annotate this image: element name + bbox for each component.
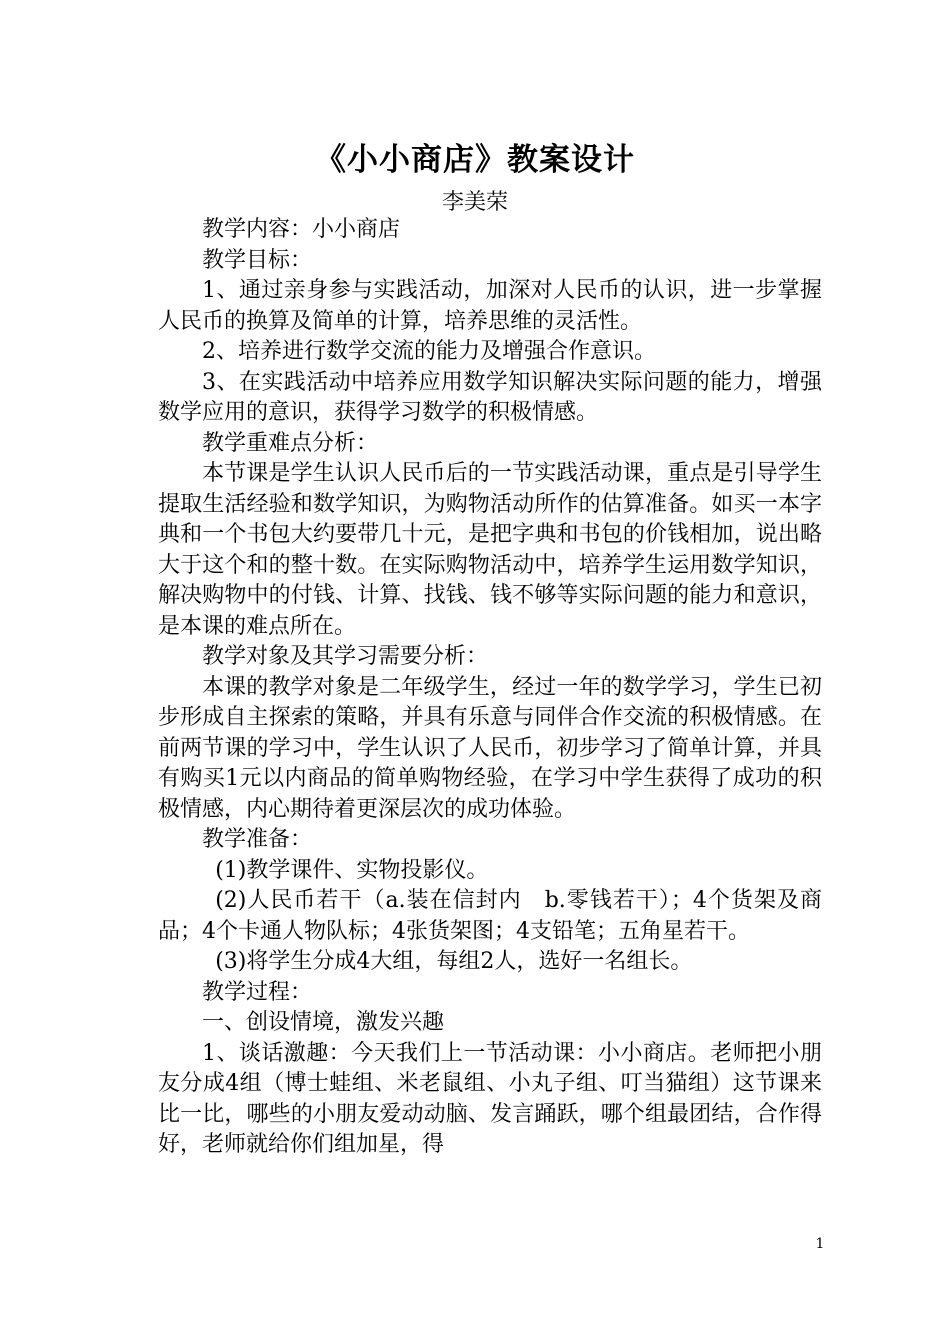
paragraph-prep-2: (2)人民币若干（a.装在信封内 b.零钱若干）；4个货架及商品；4个卡通人物队标；4张货架图；4支铅笔；五角星若干。 — [158, 888, 822, 944]
paragraph-process-heading: 教学过程： — [202, 979, 313, 1005]
paragraph-objective-1: 1、通过亲身参与实践活动，加深对人民币的认识，进一步掌握人民币的换算及简单的计算，培养思维的灵活性。 — [158, 278, 822, 334]
page-number: 1 — [815, 1236, 825, 1252]
paragraph-section-1: 一、创设情境，激发兴趣 — [202, 1010, 445, 1035]
paragraph-objective-3: 3、在实践活动中培养应用数学知识解决实际问题的能力，增强数学应用的意识，获得学习数学的积极情感。 — [158, 369, 822, 425]
paragraph-objective-2: 2、培养进行数学交流的能力及增强合作意识。 — [202, 339, 656, 364]
document-title: 《小小商店》教案设计 — [315, 142, 635, 178]
document-author: 李美荣 — [441, 190, 508, 215]
paragraph-analysis-heading: 教学重难点分析： — [202, 430, 379, 456]
paragraph-prep-3: (3)将学生分成4大组，每组2人，选好一名组长。 — [215, 949, 693, 974]
paragraph-objectives-heading: 教学目标： — [202, 247, 313, 273]
paragraph-analysis: 本节课是学生认识人民币后的一节实践活动课，重点是引导学生提取生活经验和数学知识，为购物活动所作的估算准备。如买一本字典和一个书包大约要带几十元，是把字典和书包的价钱相加，说出略大于这个和的整十数。在实际购物活动中，培养学生运用数学知识，解决购物中的付钱、计算、找钱、钱不够等实际问题的能力和意识，是本课的难点所在。 — [158, 461, 822, 639]
paragraph-content: 教学内容：小小商店 — [202, 217, 401, 242]
paragraph-prep-heading: 教学准备： — [202, 827, 313, 852]
paragraph-prep-1: (1)教学课件、实物投影仪。 — [215, 857, 489, 883]
document-body — [158, 215, 822, 1161]
paragraph-step-1: 1、谈话激趣：今天我们上一节活动课：小小商店。老师把小朋友分成4组（博士蛙组、米老鼠组、小丸子组、叮当猫组）这节课来比一比，哪些的小朋友爱动动脑、发言踊跃，哪个组最团结，合作得好，老师就给你们组加星，得 — [158, 1040, 822, 1157]
paragraph-audience: 本课的教学对象是二年级学生，经过一年的数学学习，学生已初步形成自主探索的策略，并具有乐意与同伴合作交流的积极情感。在前两节课的学习中，学生认识了人民币，初步学习了简单计算，并具有购买1元以内商品的简单购物经验，在学习中学生获得了成功的积极情感，内心期待着更深层次的成功体验。 — [158, 674, 822, 822]
paragraph-audience-heading: 教学对象及其学习需要分析： — [202, 644, 489, 669]
